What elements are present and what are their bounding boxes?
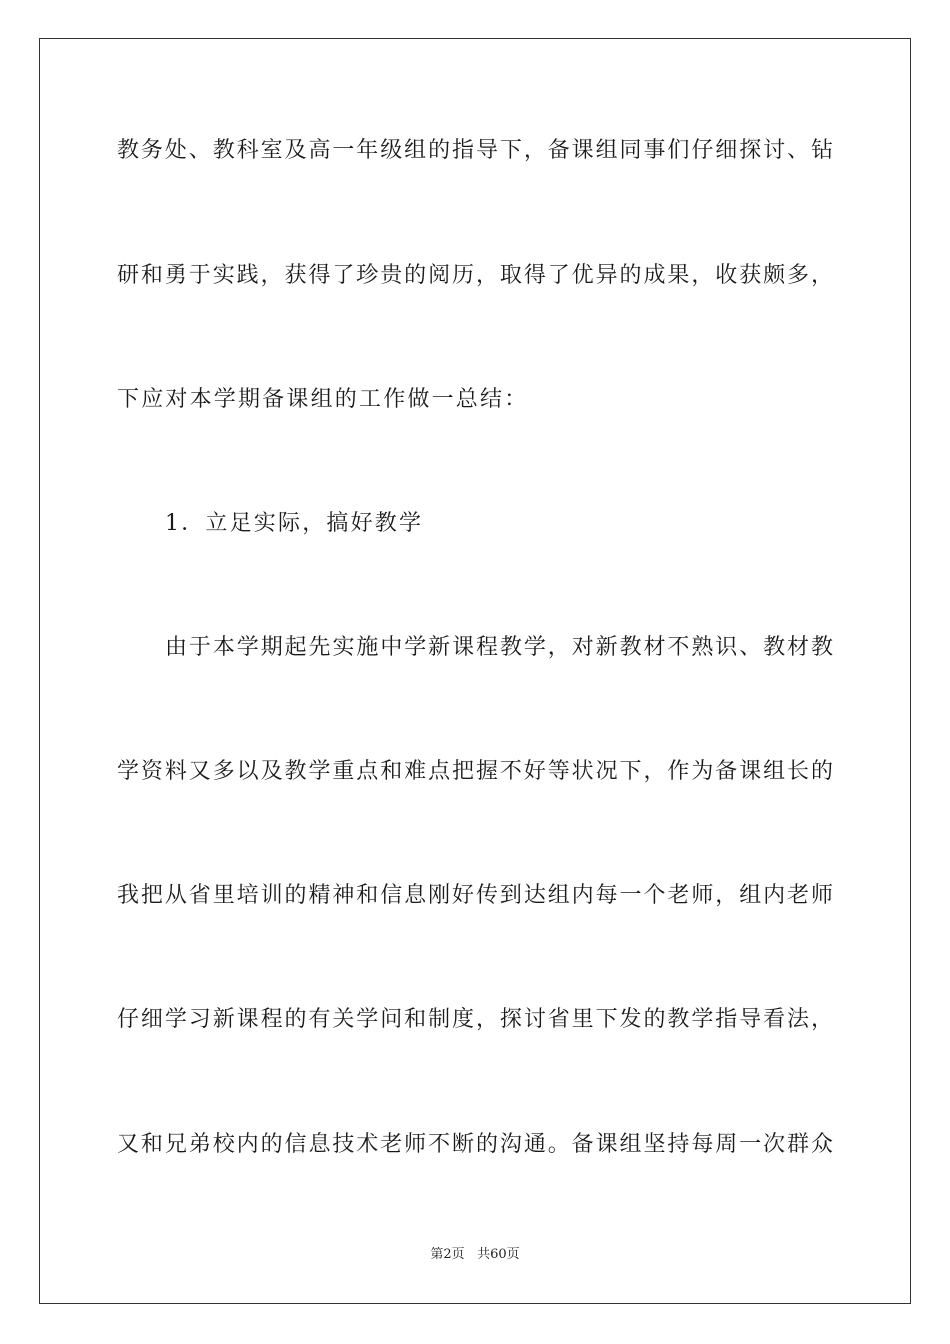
page-total: 共60页 [477,1247,520,1262]
body-text-line: 教务处、教科室及高一年级组的指导下，备课组同事们仔细探讨、钻 [117,138,833,163]
page-border [39,38,911,1304]
body-text-line: 研和勇于实践，获得了珍贵的阅历，取得了优异的成果，收获颇多， [117,263,833,288]
body-text-line: 下应对本学期备课组的工作做一总结： [117,387,529,412]
body-text-line: 我把从省里培训的精神和信息刚好传到达组内每一个老师，组内老师 [117,883,833,908]
body-text-line: 又和兄弟校内的信息技术老师不断的沟通。备课组坚持每周一次群众 [117,1132,833,1157]
section-heading: 1．立足实际，搞好教学 [165,511,424,536]
body-text-line: 仔细学习新课程的有关学问和制度，探讨省里下发的教学指导看法， [117,1007,833,1032]
page-number: 第2页 [430,1247,465,1262]
body-text-line: 由于本学期起先实施中学新课程教学，对新教材不熟识、教材教 [165,635,833,660]
page-footer [0,1246,950,1264]
body-text-line: 学资料又多以及教学重点和难点把握不好等状况下，作为备课组长的 [117,759,833,784]
